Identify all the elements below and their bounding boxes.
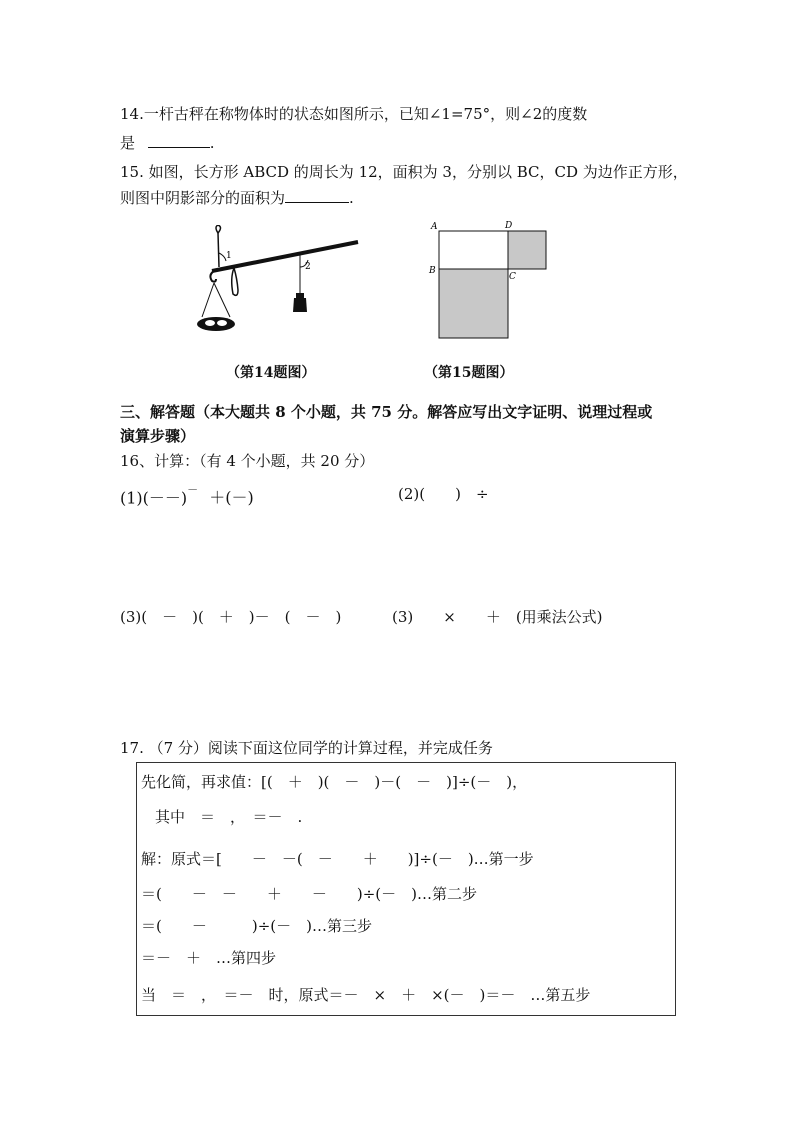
- q17-line6: ＝－ ＋ …第四步: [141, 949, 277, 967]
- q15-line2: [120, 188, 354, 208]
- suspension-string: [218, 233, 219, 267]
- section3-line1: 三、解答题（本大题共 8 个小题，共 75 分。解答应写出文字证明、说理过程或: [120, 403, 653, 421]
- q16-part1-base: (1)(－－): [120, 488, 188, 508]
- object-left: [205, 320, 215, 326]
- q17-line4: ＝( － － ＋ － )÷(－ )…第二步: [141, 885, 477, 903]
- pan-string-right: [214, 283, 230, 317]
- q16-title: 16、计算：（有 4 个小题，共 20 分）: [120, 452, 375, 470]
- weight: [293, 298, 307, 312]
- label-a: A: [431, 222, 438, 232]
- rectangle-abcd: [439, 231, 508, 269]
- q14-line2: [120, 133, 215, 153]
- label-c: C: [509, 272, 516, 282]
- weight-top: [296, 293, 304, 298]
- q16-part1: [120, 484, 254, 508]
- pan-hook: [210, 271, 216, 282]
- q16-part1-tail: ＋(－): [209, 488, 254, 508]
- loop-ring: [232, 268, 238, 295]
- q17-line5: ＝( － )÷(－ )…第三步: [141, 917, 372, 935]
- q16-part4: (3) × ＋ (用乘法公式): [392, 608, 603, 626]
- angle1-arc: [219, 253, 226, 261]
- q17-title: 17. （7 分）阅读下面这位同学的计算过程，并完成任务: [120, 739, 493, 757]
- q17-line2: 其中 ＝ ， ＝－ .: [155, 808, 303, 826]
- fig15-caption: （第15题图）: [424, 365, 514, 381]
- q15-line1: 15. 如图，长方形 ABCD 的周长为 12，面积为 3，分别以 BC，CD 为边作正方形，: [120, 163, 688, 181]
- section3-line2: 演算步骤）: [120, 427, 196, 445]
- label-d: D: [505, 221, 513, 231]
- pan-string-left: [202, 283, 214, 317]
- q17-line7: 当 ＝ ， ＝－ 时，原式＝－ × ＋ ×(－ )＝－ …第五步: [141, 986, 591, 1004]
- q16-part3: (3)( － )( ＋ )－ ( － ): [120, 608, 342, 626]
- top-hook: [216, 225, 221, 233]
- angle2-label: 2: [305, 262, 311, 272]
- q15-prefix: 则图中阴影部分的面积为: [120, 189, 286, 207]
- q15-answer-blank: [285, 188, 349, 203]
- steelyard-beam: [212, 242, 358, 271]
- q14-suffix: .: [209, 134, 215, 152]
- fig14-caption: （第14题图）: [226, 365, 316, 381]
- rectangle-figure: [425, 218, 555, 343]
- q15-suffix: .: [349, 189, 354, 207]
- q14-prefix: 是: [120, 134, 136, 152]
- square-bc: [439, 269, 508, 338]
- q14-answer-blank: [148, 133, 210, 148]
- label-b: B: [429, 266, 436, 276]
- object-right: [217, 320, 227, 326]
- q17-box: [136, 762, 676, 1016]
- angle1-label: 1: [226, 251, 232, 261]
- q16-part1-exponent: －: [187, 483, 199, 496]
- steelyard-figure: [190, 225, 370, 345]
- q14-line1: 14.一杆古秤在称物体时的状态如图所示，已知∠1=75°，则∠2的度数: [120, 105, 588, 123]
- pan: [197, 317, 235, 331]
- q16-part2: (2)( ) ÷: [398, 485, 489, 503]
- q17-line1: 先化简，再求值：[( ＋ )( － )－( － )]÷(－ )，: [141, 773, 528, 791]
- square-cd: [508, 231, 546, 269]
- q17-line3: 解：原式＝[ － －( － ＋ )]÷(－ )…第一步: [141, 850, 534, 868]
